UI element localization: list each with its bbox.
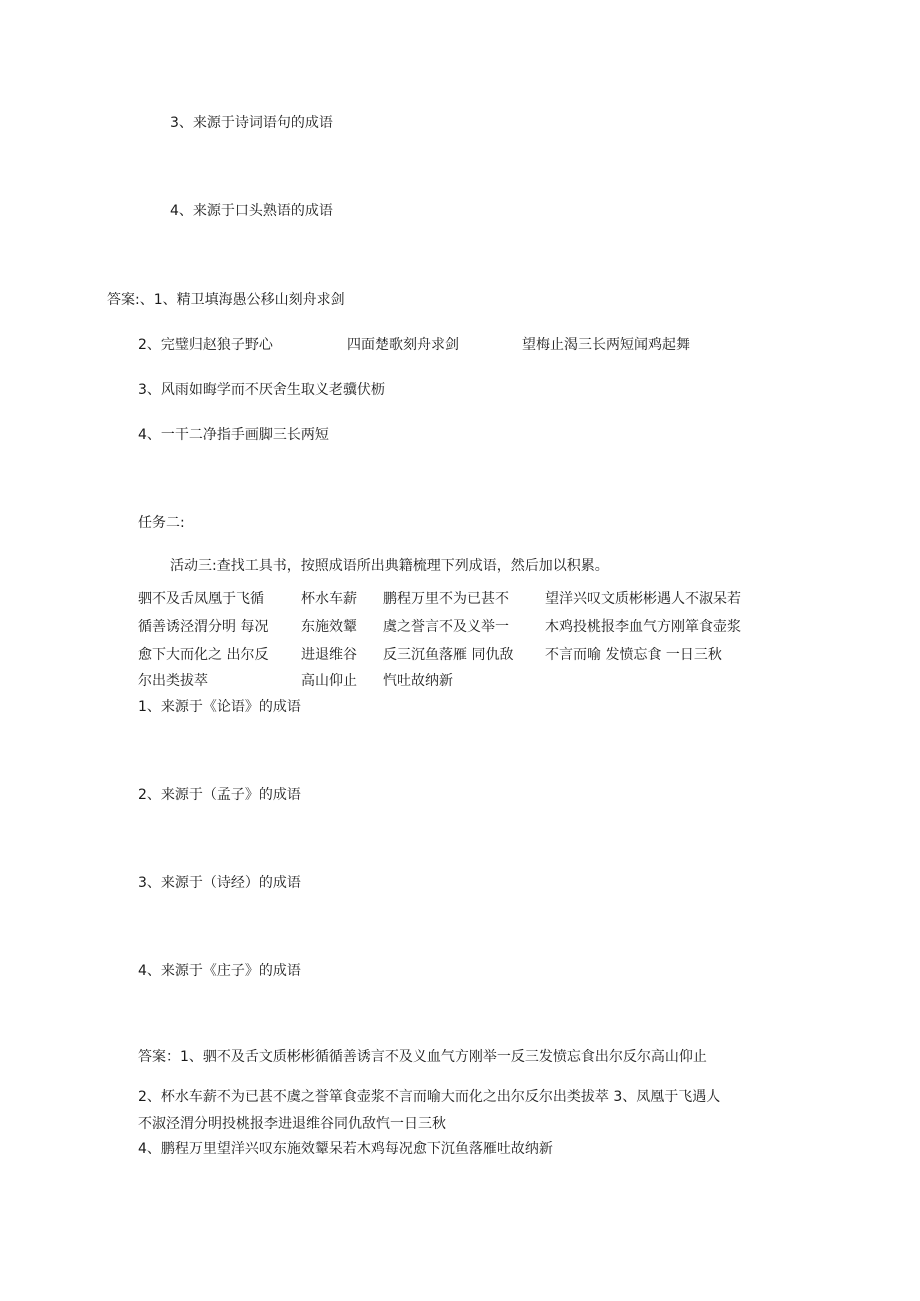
idiom-cell: 愈下大而化之 出尔反 [138,647,269,663]
idiom-cell: 忾吐故纳新 [383,673,453,689]
answers1-line-2c: 望梅止渴三长两短闻鸡起舞 [522,337,690,353]
idiom-cell: 东施效颦 [301,619,357,635]
idiom-cell: 杯水车薪 [301,591,357,607]
answers2-line-4: 4、鹏程万里望洋兴叹东施效颦呆若木鸡每况愈下沉鱼落雁吐故纳新 [138,1141,553,1157]
idiom-cell: 鹏程万里不为已甚不 [383,591,509,607]
section1-item-4: 4、来源于口头熟语的成语 [170,203,333,219]
answers2-line-1: 答案：1、驷不及舌文质彬彬循循善诱言不及义血气方刚举一反三发愤忘食出尔反尔高山仰止 [138,1049,707,1065]
task2-title: 任务二: [138,515,185,531]
idiom-cell: 循善诱泾渭分明 每况 [138,619,269,635]
idiom-cell: 进退维谷 [301,647,357,663]
idiom-cell: 尔出类拔萃 [138,673,208,689]
answers2-line-2: 2、杯水车薪不为已甚不虞之誉箪食壶浆不言而喻大而化之出尔反尔出类拔萃 3、凤凰于飞遇人 [138,1089,721,1105]
activity-instruction: 活动三:查找工具书，按照成语所出典籍梳理下列成语，然后加以积累。 [170,558,609,574]
answers1-line-1: 答案:、1、精卫填海愚公移山刻舟求剑 [107,292,345,308]
answers1-line-3: 3、风雨如晦学而不厌舍生取义老骥伏枥 [138,382,385,398]
answers2-line-3: 不淑泾渭分明投桃报李进退维谷同仇敌忾一日三秋 [138,1116,446,1132]
answers1-line-4: 4、一干二净指手画脚三长两短 [138,427,329,443]
answers1-line-2a: 2、完璧归赵狼子野心 [138,337,273,353]
section2-item-1: 1、来源于《论语》的成语 [138,699,301,715]
section2-item-3: 3、来源于（诗经）的成语 [138,875,301,891]
idiom-cell: 不言而喻 发愤忘食 一日三秋 [545,647,722,663]
idiom-cell: 驷不及舌凤凰于飞循 [138,591,264,607]
section2-item-2: 2、来源于（孟子》的成语 [138,787,301,803]
idiom-cell: 木鸡投桃报李血气方刚箪食壶浆 [545,619,741,635]
idiom-cell: 反三沉鱼落雁 同仇敌 [383,647,514,663]
section2-item-4: 4、来源于《庄子》的成语 [138,963,301,979]
idiom-cell: 望洋兴叹文质彬彬遇人不淑呆若 [545,591,741,607]
answers1-line-2b: 四面楚歌刻舟求剑 [347,337,459,353]
idiom-cell: 虞之誉言不及义举一 [383,619,509,635]
section1-item-3: 3、来源于诗词语句的成语 [170,115,333,131]
idiom-cell: 高山仰止 [301,673,357,689]
